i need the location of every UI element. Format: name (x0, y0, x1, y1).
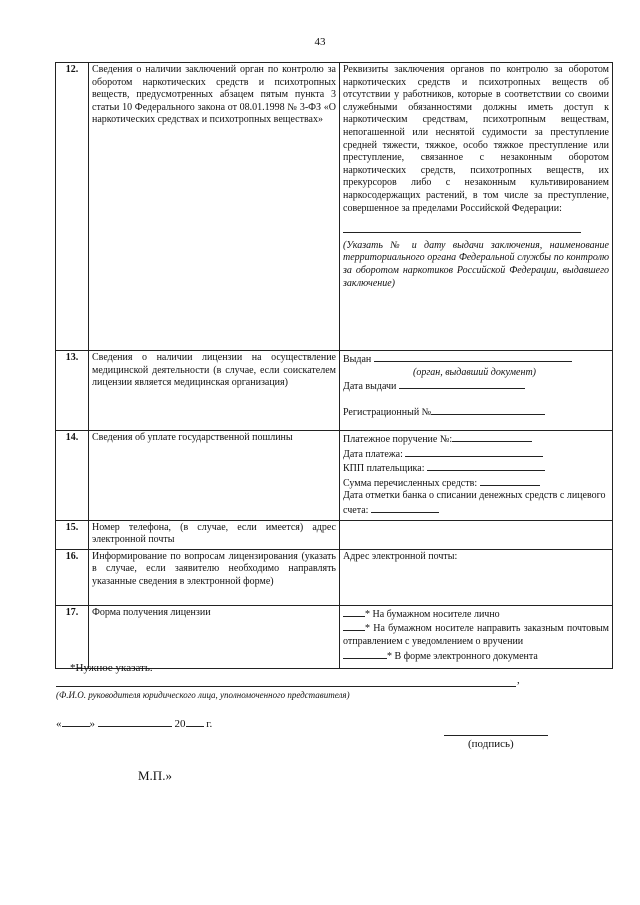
table-row (56, 520, 613, 549)
table-row (56, 549, 613, 605)
amount-label: Сумма перечисленных средств: (343, 477, 478, 489)
fio-comma: , (517, 674, 520, 686)
row-number: 12. (56, 63, 89, 351)
month-input[interactable] (98, 717, 172, 727)
issued-by-input[interactable] (374, 352, 572, 362)
row-number: 13. (56, 351, 89, 431)
kpp-label: КПП плательщика: (343, 463, 425, 475)
reg-number-label: Регистрационный № (343, 406, 432, 418)
row-number: 16. (56, 549, 89, 605)
option-mark[interactable] (343, 607, 365, 617)
date-quote-open: « (56, 718, 62, 730)
day-input[interactable] (62, 717, 90, 727)
option-electronic: * В форме электронного документа (387, 650, 538, 662)
issue-date-label: Дата выдачи (343, 381, 397, 393)
table-row (56, 431, 613, 521)
amount-input[interactable] (480, 476, 540, 486)
row-value (340, 605, 613, 668)
footnote: *Нужное указать. (70, 662, 153, 674)
bank-mark-input[interactable] (371, 503, 439, 513)
conclusion-hint: (Указать № и дату выдачи заключения, наименование территориального органа Федеральной службы по контролю за оборотом наркотиков Российской Федерации, выдавшего заключение) (343, 239, 609, 289)
fio-caption: (Ф.И.О. руководителя юридического лица, уполномоченного представителя) (56, 690, 350, 700)
payment-date-label: Дата платежа: (343, 448, 403, 460)
row-number: 17. (56, 605, 89, 668)
year-input[interactable] (186, 717, 204, 727)
kpp-input[interactable] (427, 461, 545, 471)
signature-caption: (подпись) (468, 738, 514, 750)
email-address-value[interactable] (340, 549, 613, 605)
date-quote-close: » (89, 718, 95, 730)
phone-email-value[interactable] (340, 520, 613, 549)
table-row (56, 605, 613, 668)
payment-date-input[interactable] (405, 447, 543, 457)
row-value (340, 63, 613, 351)
row-label: Форма получения лицензии (89, 605, 340, 668)
stamp-place: М.П.» (138, 768, 172, 783)
table-row (56, 63, 613, 351)
page-number: 43 (314, 36, 326, 48)
table-row (56, 351, 613, 431)
option-paper-personal: * На бумажном носителе лично (365, 608, 500, 620)
issued-hint: (орган, выдавший документ) (413, 366, 537, 378)
payment-order-input[interactable] (452, 432, 532, 442)
row-label: Сведения о наличии заключений орган по контролю за оборотом наркотических средств и психотропных веществ, предусмотренных абзацем пятым пункта 3 статьи 10 Федерального закона от 08.01.1998 № 3-ФЗ «О наркотических средствах и психотропных веществах» (89, 63, 340, 351)
conclusion-requirements: Реквизиты заключения органов по контролю за оборотом наркотических средств и психотропных веществ об отсутствии у работников, которые в соответствии со своими служебными обязанностями должны иметь доступ к наркотическим средствам, психотропным веществам, непогашенной или неснятой судимости за преступление средней тяжести, тяжкое, особо тяжкое преступление или преступление, связанное с незаконным оборотом наркотических средств, психотропных веществ, их прекурсоров либо с незаконным культивированием наркосодержащих растений, в том числе за преступление, совершенное за пределами Российской Федерации: (343, 64, 609, 214)
bank-mark-label: Дата отметки банка о списании денежных средств с лицевого счета: (343, 490, 606, 516)
email-label: Адрес электронной почты: (343, 550, 458, 562)
option-paper-mail: * На бумажном носителе направить заказным почтовым отправлением с уведомлением о вручении (343, 623, 609, 647)
row-label: Информирование по вопросам лицензирования (указать в случае, если заявителю необходимо направлять указанные сведения в электронной форме) (89, 549, 340, 605)
row-number: 14. (56, 431, 89, 521)
conclusion-input-line[interactable] (343, 223, 581, 233)
row-label: Сведения о наличии лицензии на осуществление медицинской деятельности (в случае, если соискателем лицензии является медицинская организация) (89, 351, 340, 431)
payment-order-label: Платежное поручение №: (343, 434, 453, 445)
year-suffix: г. (206, 718, 213, 730)
row-label: Сведения об уплате государственной пошлины (89, 431, 340, 521)
application-form-table (55, 62, 613, 669)
year-prefix: 20 (174, 718, 186, 730)
issue-date-input[interactable] (399, 379, 525, 389)
fio-input-line[interactable] (56, 672, 516, 687)
row-number: 15. (56, 520, 89, 549)
signature-line[interactable] (444, 723, 548, 736)
reg-number-input[interactable] (431, 405, 545, 415)
row-label: Номер телефона, (в случае, если имеется) адрес электронной почты (89, 520, 340, 549)
option-mark[interactable] (343, 621, 365, 631)
issued-label: Выдан (343, 354, 372, 365)
row-value (340, 351, 613, 431)
row-value (340, 431, 613, 521)
option-mark[interactable] (343, 649, 387, 659)
date-line (56, 717, 212, 730)
